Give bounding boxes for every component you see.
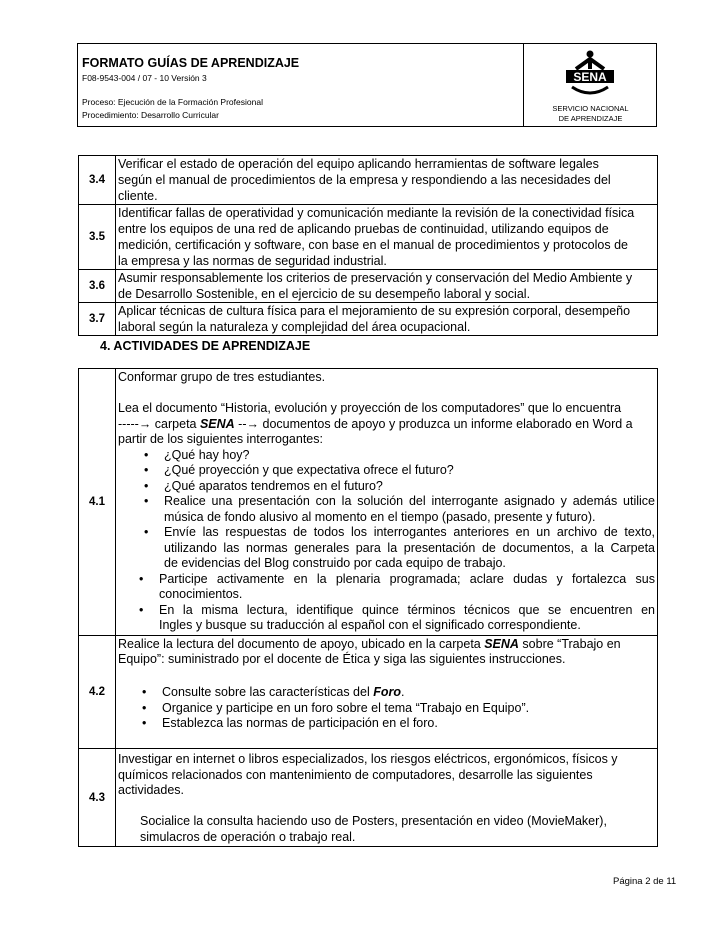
row-number: 3.6 [79,270,116,303]
row-number: 3.4 [79,156,116,205]
bullet-icon: • [142,716,147,730]
list-item [118,525,655,572]
list-item [118,448,655,464]
list-item [118,494,655,525]
competencies-table [78,155,658,336]
form-code: F08-9543-004 / 07 - 10 Versión 3 [82,73,207,83]
table-row [79,303,658,336]
org-name-line1: SERVICIO NACIONAL [552,104,629,113]
text-line: según el manual de procedimientos de la empresa y respondiendo a las necesidades del [118,173,611,187]
list-item [118,701,655,717]
text-line: simulacros de operación o trabajo real. [140,829,356,844]
row-number: 3.7 [79,303,116,336]
bullet-text: de evidencias del Blog construido por cada equipo de trabajo. [164,556,506,570]
bullet-text: . [401,685,405,699]
dashes: ----- [118,416,139,431]
bullet-icon: • [142,700,147,715]
text-line: partir de los siguientes interrogantes: [118,432,323,446]
text-line: Identificar fallas de operatividad y comunicación mediante la revisión de la conectividad física [118,206,635,220]
dashes: -- [234,416,247,431]
table-row [79,270,658,303]
spacer [118,668,655,684]
text-line: Aplicar técnicas de cultura física para el mejoramiento de su expresión corporal, desempeño [118,304,631,318]
text-line: Socialice la consulta haciendo uso de Posters, presentación en video (MovieMaker), [140,814,607,828]
text-line: Lea el documento “Historia, evolución y proyección de los computadores” que lo encuentra [118,401,622,415]
text-span: documentos de apoyo y produzca un informe elaborado en Word a [259,416,633,431]
bullet-text: Establezca las normas de participación en el foro. [162,716,438,730]
text-line: entre los equipos de una red de aplicando pruebas de continuidad, utilizando equipos de [118,222,609,236]
row-number: 4.1 [79,369,116,636]
text-line: Investigar en internet o libros especializados, los riesgos eléctricos, ergonómicos, físicos y [118,752,618,766]
activities-table [78,368,658,847]
row-text [116,749,658,847]
procedure-label: Procedimiento: Desarrollo Curricular [82,110,219,120]
process-label: Proceso: Ejecución de la Formación Profesional [82,97,263,107]
bullet-text: Ingles y busque su traducción al español con el significado correspondiente. [159,618,581,632]
bullet-icon: • [144,525,149,539]
list-item [118,603,655,634]
document-header [77,43,657,127]
text-line [118,637,655,653]
spacer [118,386,655,402]
bullet-icon: • [139,571,144,586]
page-number: Página 2 de 11 [613,876,677,887]
row-text [116,635,658,749]
arrow-icon: → [138,416,152,431]
text-line: cliente. [118,189,158,203]
spacer [118,732,655,748]
bullet-text: ¿Qué proyección y que expectativa ofrece el futuro? [164,463,454,477]
row-number: 4.2 [79,635,116,749]
section-title: 4. ACTIVIDADES DE APRENDIZAJE [100,339,311,353]
sena-logo-icon [562,49,618,99]
sena-emphasis: SENA [484,636,519,651]
row-text [116,369,658,636]
row-text [116,156,658,205]
logo-box [523,44,657,126]
list-item [118,685,655,701]
bullet-icon: • [144,494,149,508]
table-row [79,205,658,270]
arrow-icon: → [246,416,260,431]
bullet-icon: • [142,685,147,699]
logo-text: SENA [573,70,607,84]
spacer [118,799,655,815]
header-info [78,44,523,126]
row-text [116,270,658,303]
row-number: 3.5 [79,205,116,270]
foro-emphasis: Foro [373,685,401,699]
text-line: Equipo”: suministrado por el docente de Ética y siga las siguientes instrucciones. [118,652,566,666]
table-row [79,635,658,749]
bullet-icon: • [139,602,144,617]
bullet-text: conocimientos. [159,587,243,601]
text-line: medición, certificación y software, con base en el manual de procedimientos y protocolos de [118,238,628,252]
text-line: químicos relacionados con mantenimiento de computadores, desarrolle las siguientes [118,767,593,782]
list-item [118,479,655,495]
text-line: Asumir responsablemente los criterios de preservación y conservación del Medio Ambiente y [118,271,633,285]
text-span: Realice la lectura del documento de apoyo, ubicado en la carpeta [118,636,485,651]
bullet-icon: • [144,463,149,477]
text-span: carpeta [151,416,200,431]
bullet-text: utilizando las normas generales para la presentación de documentos, a la Carpeta [164,540,655,555]
bullet-icon: • [144,447,149,462]
bullet-text: ¿Qué hay hoy? [164,447,250,462]
text-line: Conformar grupo de tres estudiantes. [118,370,326,384]
bullet-text: Consulte sobre las características del [162,685,374,699]
list-item [118,572,655,603]
row-number: 4.3 [79,749,116,847]
text-line: de Desarrollo Sostenible, en el ejercicio de su desempeño laboral y social. [118,287,531,301]
bullet-text: ¿Qué aparatos tendremos en el futuro? [164,478,383,493]
text-span: sobre “Trabajo en [518,636,621,651]
bullet-icon: • [144,478,149,493]
bullet-text: Realice una presentación con la solución del interrogante asignado y además utilice [164,494,655,508]
text-line: laboral según la naturaleza y complejidad del área ocupacional. [118,320,471,334]
list-item [118,463,655,479]
table-row [79,156,658,205]
org-name-line2: DE APRENDIZAJE [558,114,623,123]
text-line: la empresa y las normas de seguridad industrial. [118,254,387,268]
bullet-text: Participe activamente en la plenaria programada; aclare dudas y fortalezca sus [159,571,655,586]
bullet-text: En la misma lectura, identifique quince términos técnicos que se encuentren en [159,602,655,617]
bullet-text: música de fondo alusivo al momento en el tiempo (pasado, presente y futuro). [164,509,596,524]
text-line [118,417,655,433]
text-line: Verificar el estado de operación del equipo aplicando herramientas de software legales [118,157,599,171]
bullet-text: Envíe las respuestas de todos los interrogantes anteriores en un archivo de texto, [164,525,655,539]
row-text [116,205,658,270]
table-row [79,369,658,636]
form-title: FORMATO GUÍAS DE APRENDIZAJE [82,56,300,70]
list-item [118,716,655,732]
row-text [116,303,658,336]
sena-emphasis: SENA [199,416,235,431]
bullet-text: Organice y participe en un foro sobre el tema “Trabajo en Equipo”. [162,700,530,715]
table-row [79,749,658,847]
text-line: actividades. [118,783,185,797]
